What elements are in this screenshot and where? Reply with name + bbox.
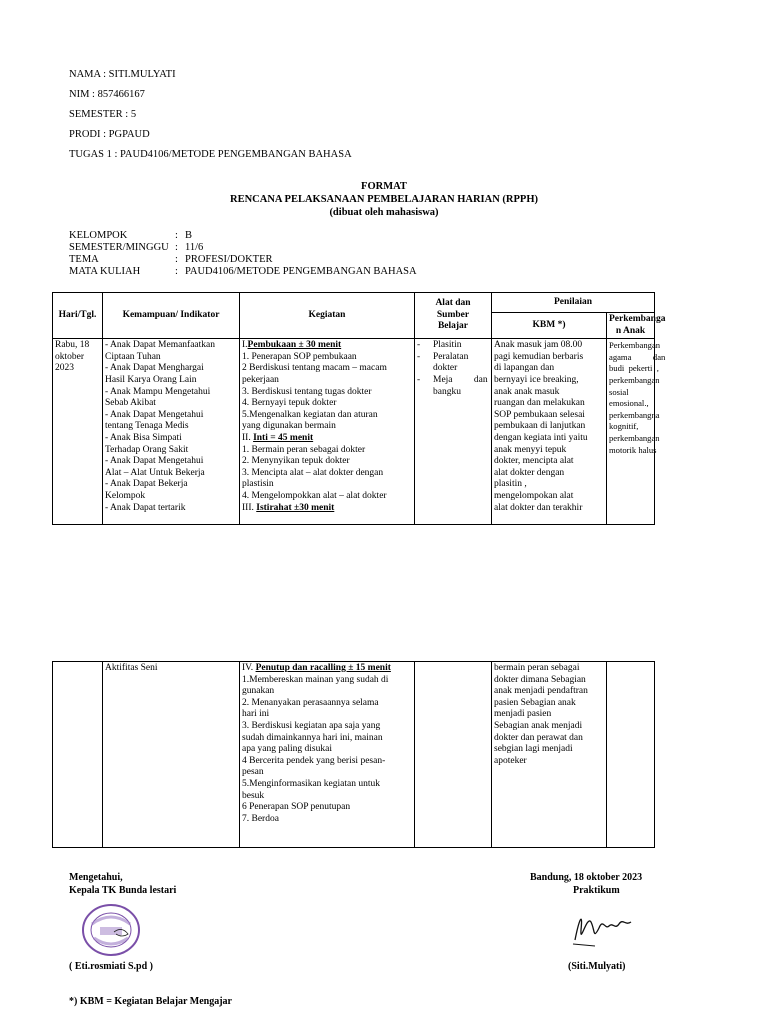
section-penutup: IV. Penutup dan racalling ± 15 menit [242, 663, 391, 673]
signature-right-date: Bandung, 18 oktober 2023 [530, 872, 643, 883]
section-pembukaan: I.Pembukaan ± 30 menit [242, 340, 342, 351]
rpph-table-part1 [52, 292, 666, 525]
student-prodi: PRODI : PGPAUD [69, 129, 150, 140]
cell-alat: - Plasitin - Peralatan dokter - Meja dan bangku [415, 339, 492, 525]
meta-tema: TEMA : PROFESI/DOKTER [69, 254, 273, 265]
student-task: TUGAS 1 : PAUD4106/METODE PENGEMBANGAN BAHASA [69, 149, 352, 160]
header-perkembangan: Perkembanga n Anak [607, 313, 655, 339]
header-penilaian: Penilaian [492, 293, 655, 313]
handwritten-signature-icon [565, 900, 645, 950]
header-hari: Hari/Tgl. [53, 293, 103, 339]
signature-left-name: ( Eti.rosmiati S.pd ) [69, 961, 153, 972]
title-rpph: RENCANA PELAKSANAAN PEMBELAJARAN HARIAN (RPPH) [229, 194, 538, 205]
table-row [53, 662, 655, 848]
title-subtitle: (dibuat oleh mahasiswa) [329, 207, 439, 218]
cell-kemampuan: Aktifitas Seni [103, 662, 240, 848]
cell-alat-empty [415, 662, 492, 848]
student-nim: NIM : 857466167 [69, 89, 145, 100]
signature-right-title: Praktikum [573, 885, 620, 896]
cell-perkembangan-empty [607, 662, 655, 848]
rpph-table-part2 [52, 661, 655, 848]
signature-left-title: Kepala TK Bunda lestari [69, 885, 177, 896]
signature-right-name: (Siti.Mulyati) [568, 961, 626, 972]
cell-kegiatan: I.Pembukaan ± 30 menit 1. Penerapan SOP pembukaan 2 Berdiskusi tentang macam – macam pekerjaan 3. Berdiskusi tentang tugas dokter 4. Bernyayi tepuk dokter 5.Mengenalkan kegiatan dan aturan yang digunakan bermain II. Inti = 45 menit 1. Bermain peran sebagai dokter 2. Menynyikan tepuk dokter 3. Mencipta alat – alat dokter dengan plastisin 4. Mengelompokkan alat – alat dokter III. Istirahat ±30 menit [240, 339, 415, 525]
cell-hari: Rabu, 18 oktober 2023 [53, 339, 103, 525]
title-format: FORMAT [361, 181, 407, 192]
section-inti: II. Inti = 45 menit [242, 432, 314, 443]
cell-kbm: Anak masuk jam 08.00 pagi kemudian berbaris di lapangan dan bernyayi ice breaking, anak anak masuk ruangan dan melakukan SOP pembukaan selesai pembukaan di lanjutkan dengan kegiata inti yaitu anak menyyi tepuk dokter, mencipta alat alat dokter dengan plasitin , mengelompokan alat alat dokter dan terakhir [492, 339, 607, 525]
header-kegiatan: Kegiatan [240, 293, 415, 339]
meta-mata-kuliah: MATA KULIAH : PAUD4106/METODE PENGEMBANGAN BAHASA [69, 266, 417, 277]
meta-semester-minggu: SEMESTER/MINGGU : 11/6 [69, 242, 204, 253]
footnote: *) KBM = Kegiatan Belajar Mengajar [69, 996, 232, 1007]
cell-hari-empty [53, 662, 103, 848]
section-istirahat: III. Istirahat ±30 menit [242, 502, 335, 513]
student-semester: SEMESTER : 5 [69, 109, 137, 120]
cell-kemampuan: - Anak Dapat Memanfaatkan Ciptaan Tuhan - Anak Dapat Menghargai Hasil Karya Orang Lain - Anak Mampu Mengetahui Sebab Akibat - Anak Dapat Mengetahui tentang Tenaga Medis - Anak Bisa Simpati Terhadap Orang Sakit - Anak Dapat Mengetahui Alat – Alat Untuk Bekerja - Anak Dapat Bekerja Kelompok - Anak Dapat tertarik [103, 339, 240, 525]
signature-left-label: Mengetahui, [69, 872, 123, 883]
table-row [53, 339, 655, 525]
school-stamp-icon [80, 902, 142, 958]
header-kemampuan: Kemampuan/ Indikator [103, 293, 240, 339]
header-kbm: KBM *) [492, 313, 607, 339]
cell-kegiatan: IV. Penutup dan racalling ± 15 menit 1.Membereskan mainan yang sudah di gunakan 2. Menanyakan perasaannya selama hari ini 3. Berdiskusi kegiatan apa saja yang sudah dimainkannya hari ini, mainan apa yang paling disukai 4 Bercerita pendek yang berisi pesan- pesan 5.Menginformasikan kegiatan untuk besuk 6 Penerapan SOP penutupan 7. Berdoa [240, 662, 415, 848]
cell-perkembangan: Perkembangan agama dan budi pekerti , perkembangan sosial emosional., perkembangna kognitif, perkembangan motorik halus [607, 339, 655, 525]
header-alat: Alat dan Sumber Belajar [415, 293, 492, 339]
student-name: NAMA : SITI.MULYATI [69, 69, 176, 80]
cell-kbm: bermain peran sebagai dokter dimana Sebagian anak menjadi pendaftran pasien Sebagian anak menjadi pasien Sebagian anak menjadi dokter dan perawat dan sebgian lagi menjadi apoteker [492, 662, 607, 848]
meta-kelompok: KELOMPOK : B [69, 230, 193, 241]
